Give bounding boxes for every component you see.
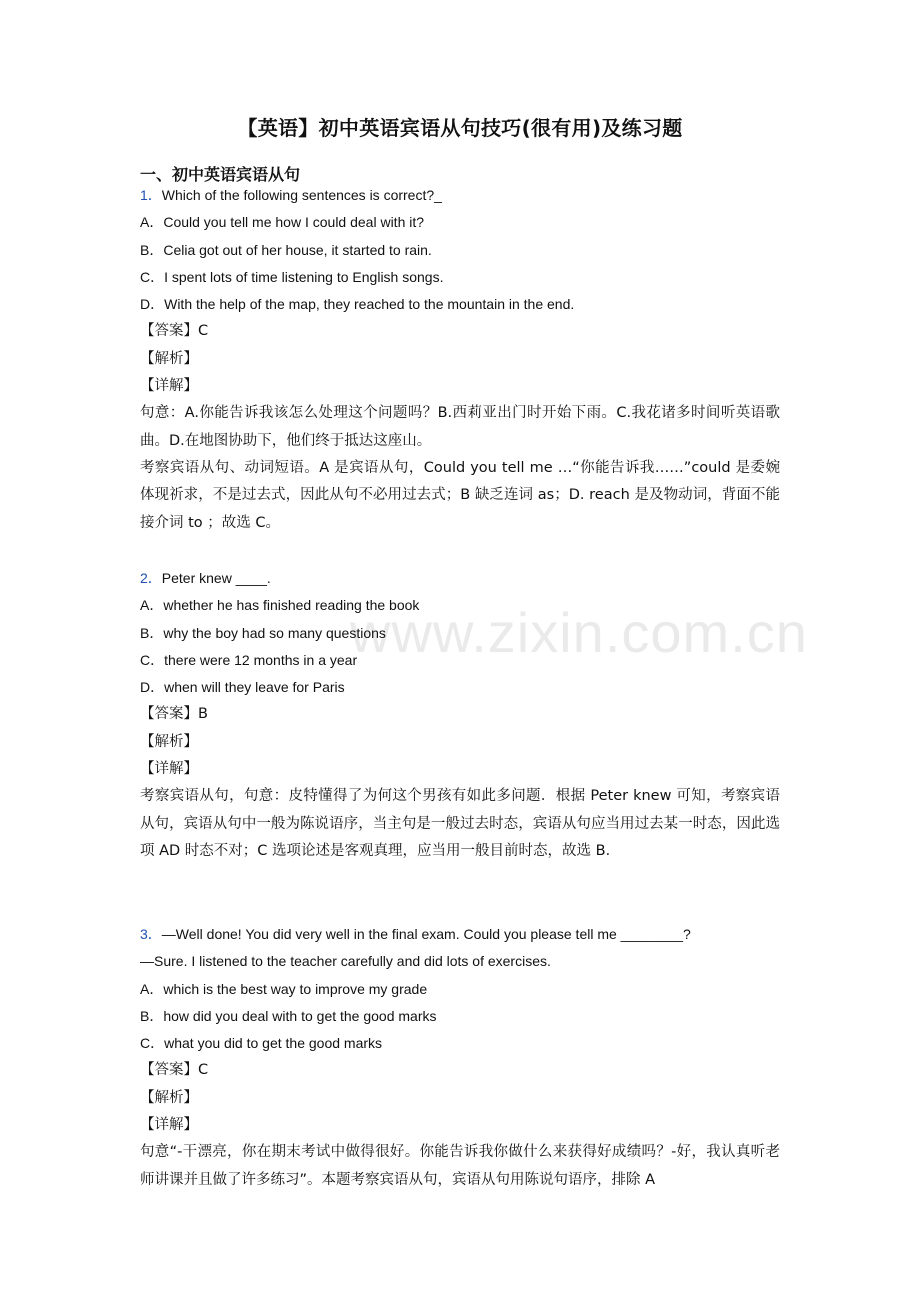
question-number: 2． bbox=[140, 570, 162, 586]
question-text: —Well done! You did very well in the final exam. Could you please tell me ________? bbox=[161, 926, 691, 942]
answer-label: 【答案】C bbox=[140, 323, 209, 340]
question-number: 3． bbox=[140, 926, 162, 942]
option-b: B．how did you deal with to get the good marks bbox=[140, 1007, 437, 1024]
option-a: A．Could you tell me how I could deal with it? bbox=[140, 214, 425, 231]
section-heading: 一、初中英语宾语从句 bbox=[140, 165, 301, 184]
question-text: Peter knew ____. bbox=[161, 570, 271, 586]
detail-label: 【详解】 bbox=[140, 761, 198, 778]
option-d: D．when will they leave for Paris bbox=[140, 679, 345, 696]
option-a: A．which is the best way to improve my grade bbox=[140, 980, 428, 997]
option-b: B．Celia got out of her house, it started to rain. bbox=[140, 241, 432, 258]
explanation-paragraph: 句意：A.你能告诉我该怎么处理这个问题吗？B.西莉亚出门时开始下雨。C.我花诸多时间听英语歌曲。D.在地图协助下，他们终于抵达这座山。 bbox=[140, 405, 780, 449]
explanation-paragraph: 句意“-干漂亮，你在期末考试中做得很好。你能告诉我你做什么来获得好成绩吗？-好，我认真听老师讲课并且做了许多练习”。本题考察宾语从句，宾语从句用陈说句语序，排除 A bbox=[140, 1144, 780, 1188]
answer-label: 【答案】C bbox=[140, 1062, 209, 1079]
option-c: C．I spent lots of time listening to English songs. bbox=[140, 268, 444, 285]
document-title: 【英语】初中英语宾语从句技巧(很有用)及练习题 bbox=[237, 116, 683, 140]
option-c: C．what you did to get the good marks bbox=[140, 1035, 383, 1052]
analysis-label: 【解析】 bbox=[140, 350, 198, 367]
question-stem bbox=[140, 182, 780, 209]
explanation-paragraph: 考察宾语从句，句意：皮特懂得了为何这个男孩有如此多问题．根据 Peter knew 可知，考察宾语从句，宾语从句中一般为陈说语序，当主句是一般过去时态，宾语从句应当用过去某一时态，因此选项 AD 时态不对；C 选项论述是客观真理，应当用一般目前时态，故选 B． bbox=[140, 788, 780, 859]
question-1 bbox=[140, 182, 780, 537]
detail-label: 【详解】 bbox=[140, 1117, 198, 1134]
option-c: C．there were 12 months in a year bbox=[140, 651, 358, 668]
option-d: D．With the help of the map, they reached to the mountain in the end. bbox=[140, 296, 575, 313]
analysis-label: 【解析】 bbox=[140, 1089, 198, 1106]
question-stem bbox=[140, 565, 780, 592]
answer-label: 【答案】B bbox=[140, 706, 208, 723]
question-3 bbox=[140, 921, 780, 1194]
detail-label: 【详解】 bbox=[140, 378, 198, 395]
question-number: 1． bbox=[140, 187, 162, 203]
question-2 bbox=[140, 565, 780, 865]
option-a: A．whether he has finished reading the book bbox=[140, 597, 420, 614]
option-b: B．why the boy had so many questions bbox=[140, 624, 386, 641]
analysis-label: 【解析】 bbox=[140, 733, 198, 750]
question-reply: —Sure. I listened to the teacher carefully and did lots of exercises. bbox=[140, 953, 551, 970]
question-text: Which of the following sentences is correct?_ bbox=[161, 187, 442, 203]
question-stem bbox=[140, 921, 780, 948]
explanation-paragraph: 考察宾语从句、动词短语。A 是宾语从句，Could you tell me …“你能告诉我……”could 是委婉体现祈求，不是过去式，因此从句不必用过去式；B 缺乏连词 as；D. reach 是及物动词，背面不能接介词 to ；故选 C。 bbox=[140, 459, 780, 531]
watermark: www.zixin.com.cn bbox=[350, 601, 808, 664]
